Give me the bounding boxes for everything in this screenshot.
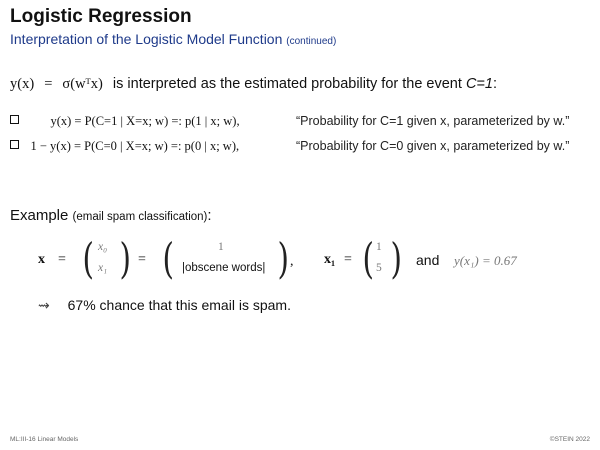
slide-subtitle bbox=[10, 31, 336, 47]
probability-row bbox=[10, 114, 570, 129]
left-paren: ( bbox=[362, 234, 374, 283]
statement-rhs: σ(wᵀx) bbox=[62, 76, 103, 92]
x1-entry-bottom: 5 bbox=[376, 262, 382, 274]
statement-eq: = bbox=[44, 76, 53, 92]
right-paren: ) bbox=[277, 234, 289, 283]
x1-entry-top: 1 bbox=[376, 241, 382, 253]
vector-entry-x1: x₁ bbox=[98, 262, 108, 274]
equals-sign: = bbox=[344, 252, 352, 267]
vector-x-label: x bbox=[38, 252, 45, 267]
conclusion-text: 67% chance that this email is spam. bbox=[67, 297, 291, 313]
left-paren: ( bbox=[162, 234, 174, 283]
statement-event: C=1 bbox=[465, 76, 493, 92]
vector-x1-label: x₁ bbox=[324, 252, 336, 267]
and-text: and bbox=[416, 252, 440, 268]
squiggle-arrow-icon: ⇝ bbox=[38, 297, 50, 313]
subtitle-note: (continued) bbox=[286, 36, 337, 47]
row-formula: y(x) = P(C=1 | X=x; w) =: p(1 | x; w), bbox=[50, 114, 240, 128]
probability-row bbox=[10, 139, 570, 154]
footer-right: ©STEIN 2022 bbox=[549, 436, 590, 443]
bullet-box-icon bbox=[10, 140, 19, 149]
example-heading bbox=[10, 207, 212, 224]
equals-sign: = bbox=[138, 252, 146, 267]
vector-entry-top: 1 bbox=[218, 241, 224, 253]
probability-value: y(x₁) = 0.67 bbox=[454, 253, 517, 268]
row-quote: “Probability for C=0 given x, parameterized by w.” bbox=[296, 139, 570, 153]
example-label: Example bbox=[10, 207, 69, 224]
statement-lhs: y(x) bbox=[10, 76, 35, 92]
right-paren: ) bbox=[119, 234, 131, 283]
conclusion bbox=[38, 297, 291, 314]
example-equation bbox=[38, 236, 578, 286]
bullet-box-icon bbox=[10, 115, 19, 124]
vector-entry-bottom: |obscene words| bbox=[182, 262, 266, 274]
footer-left: ML:III-16 Linear Models bbox=[10, 436, 79, 443]
comma: , bbox=[290, 254, 294, 269]
row-formula: 1 − y(x) = P(C=0 | X=x; w) =: p(0 | x; w), bbox=[30, 139, 240, 153]
example-note: (email spam classification) bbox=[72, 211, 208, 223]
statement-text: is interpreted as the estimated probability for the event bbox=[112, 76, 462, 92]
row-quote: “Probability for C=1 given x, parameterized by w.” bbox=[296, 114, 570, 128]
left-paren: ( bbox=[82, 234, 94, 283]
main-statement bbox=[10, 76, 497, 93]
equals-sign: = bbox=[58, 252, 66, 267]
vector-entry-x0: x₀ bbox=[98, 241, 108, 253]
example-colon: : bbox=[207, 207, 212, 224]
statement-colon: : bbox=[492, 76, 497, 92]
right-paren: ) bbox=[390, 234, 402, 283]
slide-title: Logistic Regression bbox=[10, 6, 192, 27]
subtitle-text: Interpretation of the Logistic Model Function bbox=[10, 31, 283, 47]
